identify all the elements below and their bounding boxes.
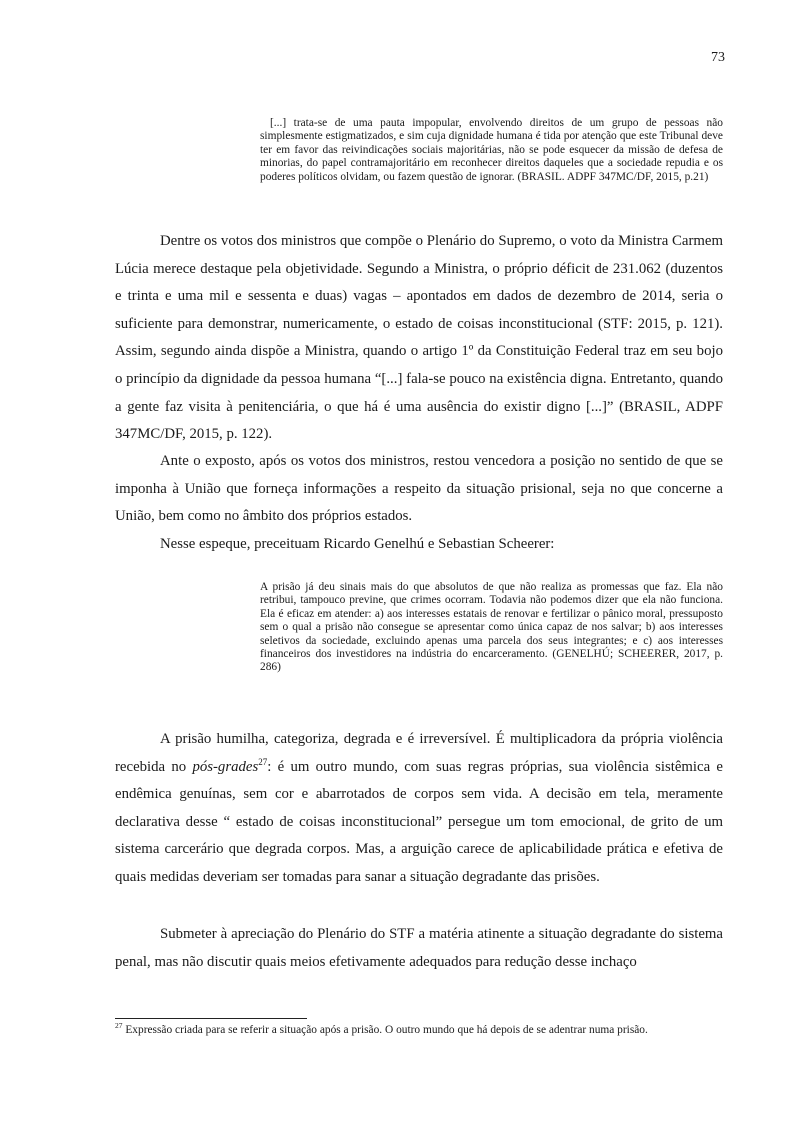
footnote-reference[interactable]: 27 [258,756,268,767]
paragraph-submission-stf: Submeter à apreciação do Plenário do STF a matéria atinente a situação degradante do sistema penal, mas não discutir quais meios efetivamente adequados para redução desse inchaço [115,926,723,970]
block-quote-adpf: [...] trata-se de uma pauta impopular, envolvendo direitos de um grupo de pessoas não simplesmente estigmatizados, e sim cuja dignidade humana é tida por atenção que este Tribunal deve ter em favor das reivindicações sociais majoritárias, não se pode esquecer da missão de defesa de minorias, do papel contramajoritário em reconhecer direitos daqueles que a sociedade repudia e os poderes políticos olvidam, ou fazem questão de ignorar. (BRASIL. ADPF 347MC/DF, 2015, p.21) [260,117,723,183]
paragraph-text-end: : é um outro mundo, com suas regras próprias, sua violência sistêmica e endêmica genuínas, sem cor e abarrotados de corpos sem vida. A decisão em tela, meramente declarativa desse “ estado de coisas inconstitucional” persegue um tom emocional, de grito de um sistema carcerário que degrada corpos. Mas, a arguição carece de aplicabilidade prática e efetiva de quais medidas deveriam ser tomadas para sanar a situação degradante das prisões. [115,758,723,885]
paragraph-decision-outcome: Ante o exposto, após os votos dos ministros, restou vencedora a posição no sentido de que se imponha à União que forneça informações a respeito da situação prisional, seja no que concerne a União, bem como no âmbito dos próprios estados. [115,453,723,525]
block-quote-genelhu-scheerer: A prisão já deu sinais mais do que absolutos de que não realiza as promessas que faz. Ela não retribui, tampouco previne, que crimes ocorram. Todavia não podemos dizer que ela não funciona. Ela é eficaz em atender: a) aos interesses estatais de renovar e fertilizar o pânico moral, pressuposto sem o qual a prisão não consegue se apresentar como única capaz de nos salvar; b) aos interesses seletivos da sociedade, excluindo apenas uma parcela dos seus integrantes; e c) aos interesses financeiros dos investidores na indústria do encarceramento. (GENELHÚ; SCHEERER, 2017, p. 286) [260,581,723,674]
footnote-text: Expressão criada para se referir a situação após a prisão. O outro mundo que há depois de se adentrar numa prisão. [122,1024,648,1036]
paragraph-text-start: A prisão humilha, categoriza, degrada e é irreversível. É multiplicadora da própria violência recebida no [115,731,723,775]
footnote-divider [115,1018,307,1019]
paragraph-prison-humiliates [115,726,723,892]
paragraph-quote-intro: Nesse espeque, preceituam Ricardo Genelhú e Sebastian Scheerer: [160,536,555,552]
italic-term-pos-grades: pós-grades [192,758,259,775]
paragraph-carmem-lucia-vote: Dentre os votos dos ministros que compõe o Plenário do Supremo, o voto da Ministra Carmem Lúcia merece destaque pela objetividade. Segundo a Ministra, o próprio déficit de 231.062 (duzentos e trinta e uma mil e sessenta e duas) vagas – apontados em dados de dezembro de 2014, seria o suficiente para demonstrar, numericamente, o estado de coisas inconstitucional (STF: 2015, p. 121). Assim, segundo ainda dispõe a Ministra, quando o artigo 1º da Constituição Federal traz em seu bojo o princípio da dignidade da pessoa humana “[...] fala-se pouco na existência digna. Entretanto, quando a gente faz visita à penitenciária, o que há é uma ausência do existir digno [...]” (BRASIL, ADPF 347MC/DF, 2015, p. 122). [115,233,723,443]
footnote-27 [115,1021,723,1037]
page-number: 73 [711,50,725,65]
footnote-number: 27 [115,1021,123,1031]
